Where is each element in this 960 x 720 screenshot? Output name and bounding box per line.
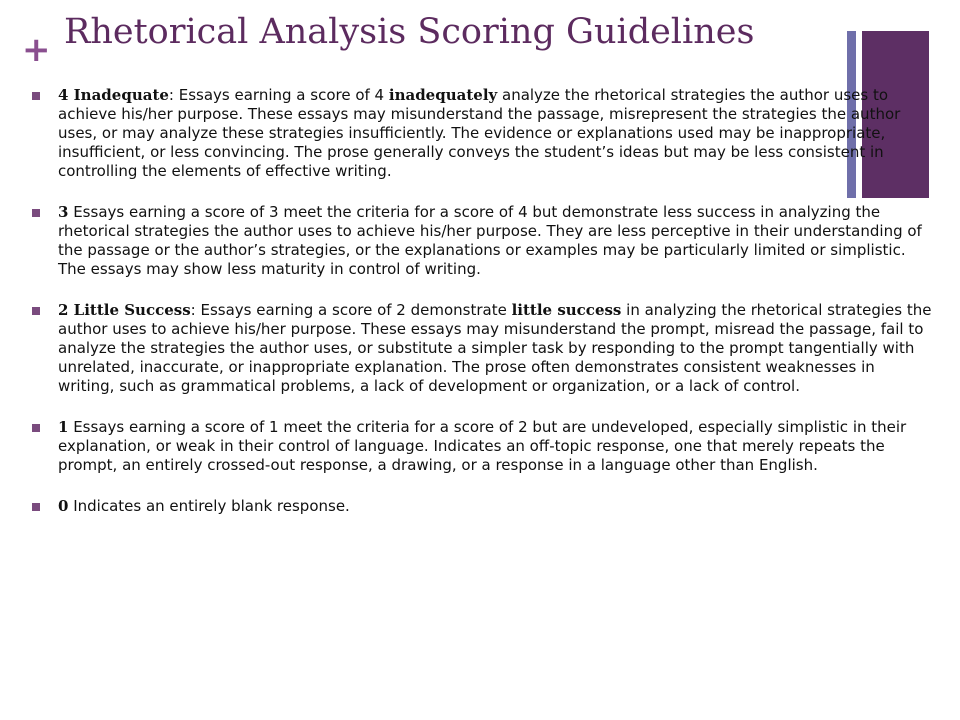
bullet-icon <box>32 92 40 100</box>
bullet-icon <box>32 209 40 217</box>
score-label: 0 <box>58 497 69 515</box>
score-text: Indicates an entirely blank response. <box>68 497 350 515</box>
score-item-0 <box>30 497 932 516</box>
plus-icon: + <box>22 30 51 70</box>
slide-title: Rhetorical Analysis Scoring Guidelines <box>64 12 755 52</box>
score-emphasis: inadequately <box>388 86 498 104</box>
score-label: 1 <box>58 418 69 436</box>
score-item-1 <box>30 418 932 475</box>
score-label: 3 <box>58 203 69 221</box>
bullet-icon <box>32 503 40 511</box>
scoring-list <box>30 86 932 538</box>
score-text: Essays earning a score of 3 meet the criteria for a score of 4 but demonstrate less success in analyzing the rhetorical strategies the author uses to achieve his/her purpose. They are less perceptive in their understanding of the passage or the author’s strategies, or the explanations or examples may be particularly limited or simplistic. The essays may show less maturity in control of writing. <box>58 203 922 278</box>
score-emphasis: little success <box>511 301 622 319</box>
score-label: 4 Inadequate <box>58 86 169 104</box>
score-text: Essays earning a score of 1 meet the criteria for a score of 2 but are undeveloped, especially simplistic in their explanation, or weak in their control of language. Indicates an off-topic response, one that merely repeats the prompt, an entirely crossed-out response, a drawing, or a response in a language other than English. <box>58 418 907 474</box>
score-text: : Essays earning a score of 4 <box>168 86 389 104</box>
score-text-cont: analyze the rhetorical strategies the author uses to achieve his/her purpose. These essays may misunderstand the passage, misrepresent the strategies the author uses, or may analyze these strategies insufficiently. The evidence or explanations used may be inappropriate, insufficient, or less convincing. The prose generally conveys the student’s ideas but may be less consistent in controlling the elements of effective writing. <box>58 86 901 180</box>
bullet-icon <box>32 307 40 315</box>
score-text: : Essays earning a score of 2 demonstrate <box>190 301 512 319</box>
score-item-4 <box>30 86 932 181</box>
bullet-icon <box>32 424 40 432</box>
score-item-2 <box>30 301 932 396</box>
score-text-cont: in analyzing the rhetorical strategies the author uses to achieve his/her purpose. These essays may misunderstand the prompt, misread the passage, fail to analyze the strategies the author uses, or substitute a simpler task by responding to the prompt tangentially with unrelated, inaccurate, or inappropriate explanation. The prose often demonstrates consistent weaknesses in writing, such as grammatical problems, a lack of development or organization, or a lack of control. <box>58 301 932 395</box>
score-item-3 <box>30 203 932 279</box>
score-label: 2 Little Success <box>58 301 191 319</box>
